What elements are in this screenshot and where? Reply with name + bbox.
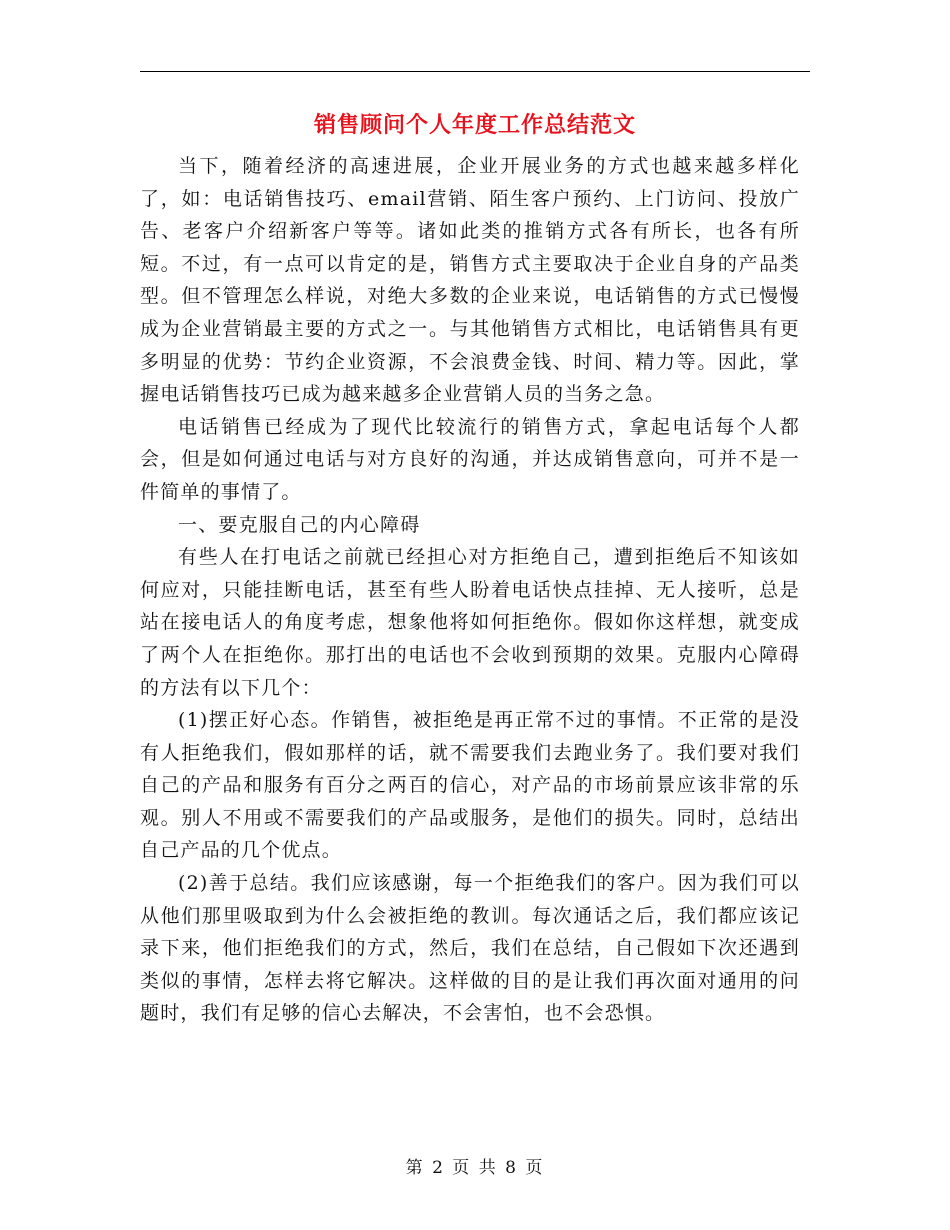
paragraph-obstacles: 有些人在打电话之前就已经担心对方拒绝自己，遭到拒绝后不知该如何应对，只能挂断电话，甚至有些人盼着电话快点挂掉、无人接听，总是站在接电话人的角度考虑，想象他将如何拒绝你。假如你这样想，就变成了两个人在拒绝你。那打出的电话也不会收到预期的效果。克服内心障碍的方法有以下几个： bbox=[140, 546, 800, 699]
document-body bbox=[140, 150, 800, 1030]
document-title: 销售顾问个人年度工作总结范文 bbox=[313, 113, 636, 138]
page-number: 第 2 页 共 8 页 bbox=[405, 1158, 545, 1178]
header-rule bbox=[140, 71, 810, 72]
paragraph-point-1: (1)摆正好心态。作销售，被拒绝是再正常不过的事情。不正常的是没有人拒绝我们，假如那样的话，就不需要我们去跑业务了。我们要对我们自己的产品和服务有百分之两百的信心，对产品的市场前景应该非常的乐观。别人不用或不需要我们的产品或服务，是他们的损失。同时，总结出自己产品的几个优点。 bbox=[140, 709, 800, 862]
section-heading: 一、要克服自己的内心障碍 bbox=[178, 513, 421, 536]
paragraph-intro: 当下，随着经济的高速进展，企业开展业务的方式也越来越多样化了，如：电话销售技巧、email营销、陌生客户预约、上门访问、投放广告、老客户介绍新客户等等。诸如此类的推销方式各有所长，也各有所短。不过，有一点可以肯定的是，销售方式主要取决于企业自身的产品类型。但不管理怎么样说，对绝大多数的企业来说，电话销售的方式已慢慢成为企业营销最主要的方式之一。与其他销售方式相比，电话销售具有更多明显的优势：节约企业资源，不会浪费金钱、时间、精力等。因此，掌握电话销售技巧已成为越来越多企业营销人员的当务之急。 bbox=[140, 155, 800, 406]
paragraph-point-2: (2)善于总结。我们应该感谢，每一个拒绝我们的客户。因为我们可以从他们那里吸取到为什么会被拒绝的教训。每次通话之后，我们都应该记录下来，他们拒绝我们的方式，然后，我们在总结，自己假如下次还遇到类似的事情，怎样去将它解决。这样做的目的是让我们再次面对通用的问题时，我们有足够的信心去解决，不会害怕，也不会恐惧。 bbox=[140, 872, 800, 1025]
paragraph-phone-sales: 电话销售已经成为了现代比较流行的销售方式，拿起电话每个人都会，但是如何通过电话与对方良好的沟通，并达成销售意向，可并不是一件简单的事情了。 bbox=[140, 415, 800, 503]
